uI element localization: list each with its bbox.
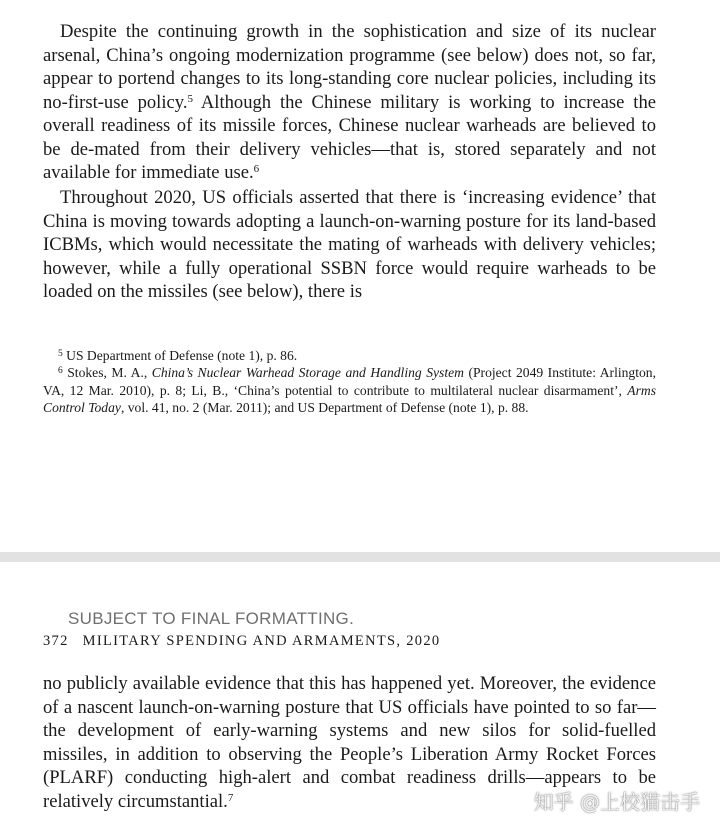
running-head-title: MILITARY SPENDING AND ARMAMENTS, 2020 (82, 633, 441, 649)
footnote-5 (43, 347, 656, 364)
footnote-6-mid: (Project 2049 Institute: Arlington, VA, 12 Mar. 2010), p. 8; Li, B., ‘China’s potential to contribute to multilateral nuclear disarmament’, (43, 365, 656, 398)
running-head (43, 632, 440, 650)
paragraph-1-text-b: Although the Chinese military is working to increase the overall readiness of its missile forces, Chinese nuclear warheads are believed to be de-mated from their delivery vehicles—that is, stored separately and not available for immediate use. (43, 91, 657, 183)
footnote-6-number: 6 (58, 366, 63, 377)
paragraph-1 (43, 20, 656, 185)
footnote-ref-7[interactable]: 7 (227, 791, 234, 804)
page-separator (0, 552, 720, 562)
subject-notice: SUBJECT TO FINAL FORMATTING. (68, 609, 355, 628)
footnote-6 (43, 364, 656, 416)
paragraph-2: Throughout 2020, US officials asserted that there is ‘increasing evidence’ that China is moving towards adopting a launch-on-warning posture for its land-based ICBMs, which would necessitate the mating of warheads with delivery vehicles; however, while a fully operational SSBN force would require warheads to be loaded on the missiles (see below), there is (43, 187, 656, 302)
footnotes (43, 347, 656, 417)
footnote-6-title-2: Arms Control Today (43, 382, 656, 416)
footnote-5-text: US Department of Defense (note 1), p. 86. (62, 348, 298, 363)
footnote-6-post: , vol. 41, no. 2 (Mar. 2011); and US Department of Defense (note 1), p. 88. (120, 400, 529, 416)
page-number: 372 (43, 633, 69, 649)
footnote-5-number: 5 (58, 349, 63, 359)
footnote-ref-6[interactable]: 6 (253, 163, 260, 175)
watermark: 知乎 @上校猫击手 (533, 790, 700, 814)
paragraph-1-text-a: Despite the continuing growth in the sophistication and size of its nuclear arsenal, China’s ongoing modernization programme (see below) does not, so far, appear to portend changes to its long-standing core nuclear policies, including its no-first-use policy. (43, 21, 656, 113)
footnote-ref-5[interactable]: 5 (187, 92, 194, 105)
paragraph-3-text: no publicly available evidence that this has happened yet. Moreover, the evidence of a nascent launch-on-warning posture that US officials have pointed to so far—the development of early-warning systems and new silos for solid-fuelled missiles, in addition to observing the People’s Liberation Army Rocket Forces (PLARF) conducting high-alert and combat readiness drills—appears to be relatively circumstantial. (43, 673, 656, 812)
footnote-6-pre: Stokes, M. A., (62, 365, 152, 381)
footnote-6-title-1: China’s Nuclear Warhead Storage and Handling System (151, 365, 464, 381)
